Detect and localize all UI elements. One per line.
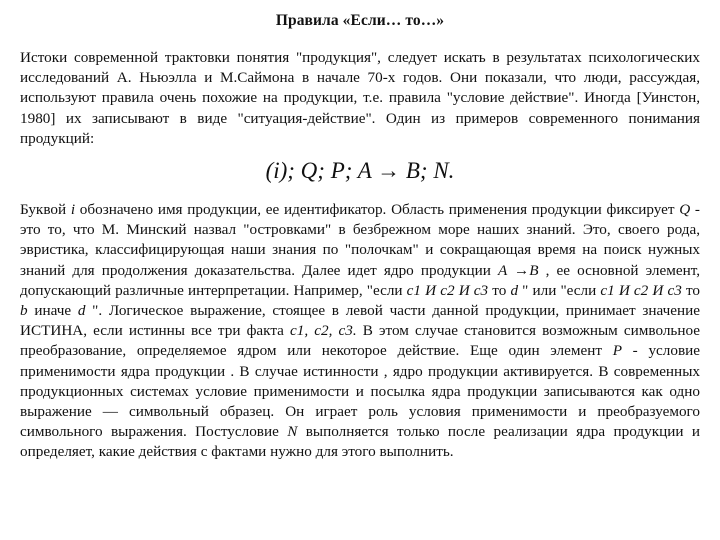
text-run: обозначено имя продукции, ее идентификатор. Область применения продукции фиксирует (75, 201, 680, 218)
text-run: то (488, 281, 511, 299)
text-run: - это то, что М. Минский назвал "островками" в безбрежном море наших знаний. Это, своего рода, эвристика, классифицирующая наши знания по "полочкам" и сокращающая время на поиск нужных знаний для продолжения доказательства. Далее идет ядро продукции (20, 201, 700, 279)
text-run: ". Логическое выражение, стоящее в левой части данной продукции, принимает значение ИСТИНА, если истинны все три факта (20, 302, 700, 340)
text-run: то (681, 281, 700, 299)
paragraph-explanation (20, 200, 700, 463)
math-var-p: P (612, 342, 622, 360)
math-var-d: d (510, 281, 519, 299)
production-formula: (i); Q; P; A → B; N. (265, 158, 455, 183)
text-run: " или "если (518, 281, 601, 299)
math-var-d: d (77, 302, 86, 320)
math-condition-2: c1 И c2 И c3 (600, 281, 682, 299)
text-run: , ее основной элемент, допускающий различные интерпретации. Например, "если (20, 261, 700, 299)
math-facts: c1, c2, c3. (290, 322, 357, 340)
text-run: выполняется только после реализации ядра продукции и определяет, какие действия с фактами нужно для этого выполнить. (20, 423, 700, 461)
math-var-q: Q (679, 201, 691, 218)
text-run: иначе (27, 302, 78, 320)
math-condition-1: c1 И c2 И c3 (406, 281, 489, 299)
math-var-i: i (70, 201, 76, 218)
text-run: Буквой (20, 201, 71, 218)
text-run: - условие применимости ядра продукции . В случае истинности , ядро продукции активируется. В современных продукционных системах условие применимости и посылка ядра продукции записываются как одно выражение — символьный образец. Он играет роль условия применимости и преобразуемого символьного выражения. Постусловие (20, 342, 700, 441)
math-core-ab: A →B (497, 261, 539, 279)
math-var-b: b (20, 302, 28, 320)
document-title: Правила «Если… то…» (275, 12, 445, 29)
text-run: В этом случае становится возможным символьное преобразование, определяемое ядром или некоторое действие. Еще один элемент (20, 322, 700, 360)
paragraph-intro: Истоки современной трактовки понятия "продукция", следует искать в результатах психологических исследований А. Ньюэлла и М.Саймона в начале 70-х годов. Они показали, что люди, рассуждая, используют правила очень похожие на продукции, т.е. правила "условие действие". Иногда [Уинстон, 1980] их записывают в виде "ситуация-действие". Один из примеров современного понимания продукций: (20, 49, 700, 147)
math-var-n: N (287, 423, 298, 441)
